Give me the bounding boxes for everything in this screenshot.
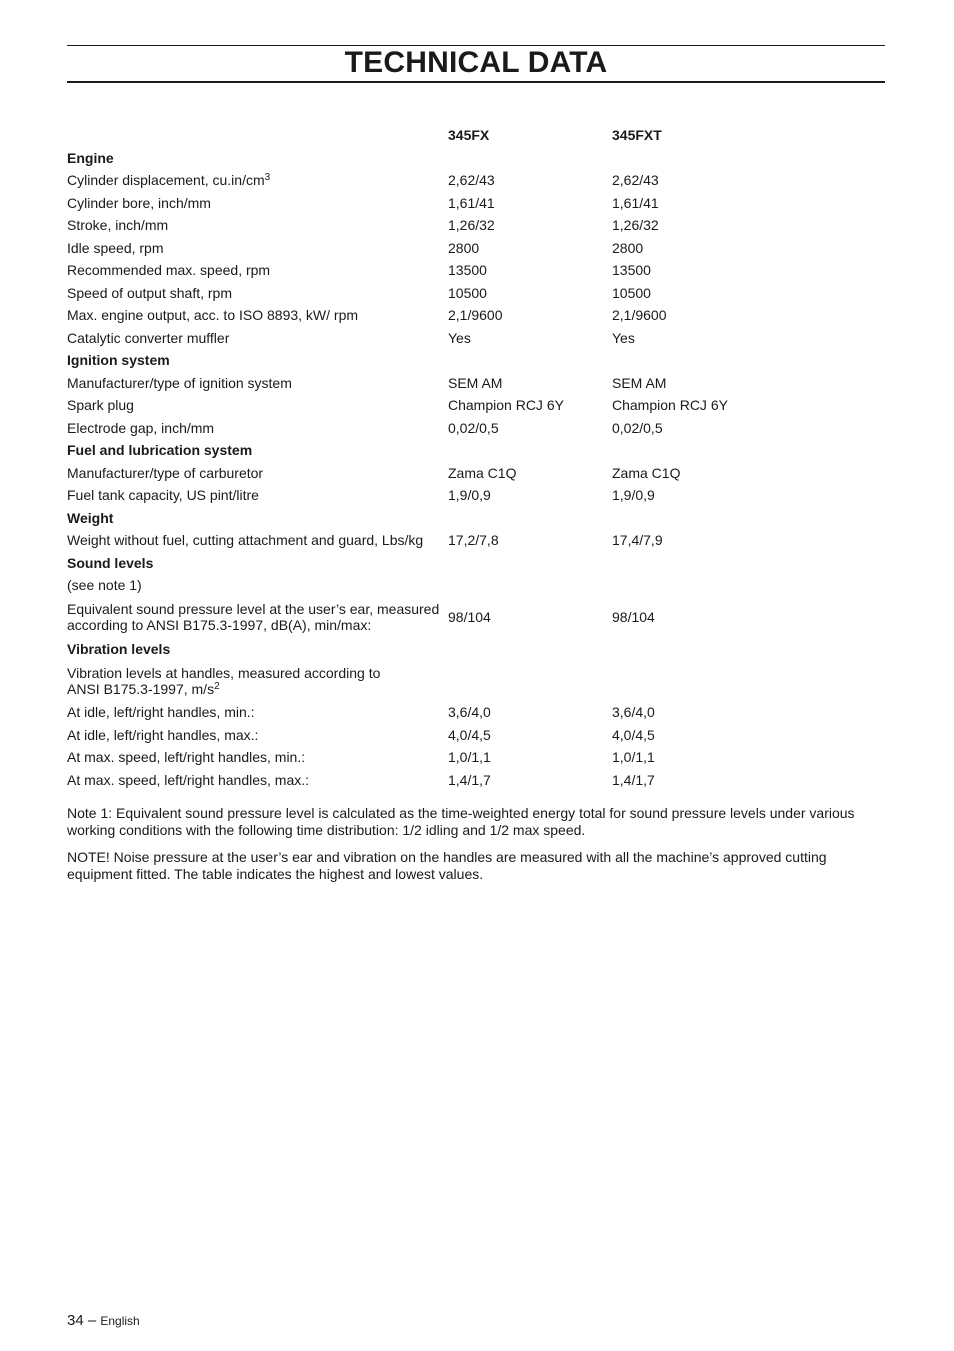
table-row (67, 214, 885, 237)
table-row (67, 282, 885, 305)
vibration-description: Vibration levels at handles, measured according to ANSI B175.3-1997, $m/s^2$ (67, 664, 381, 697)
value-345fx: Champion RCJ 6Y (448, 397, 564, 414)
section-heading: Engine (67, 149, 114, 166)
section-heading-vibration (67, 638, 885, 661)
value-345fxt: 10500 (612, 284, 651, 301)
table-row (67, 462, 885, 485)
value-345fx: SEM AM (448, 374, 503, 391)
table-row (67, 192, 885, 215)
value-345fxt: Champion RCJ 6Y (612, 397, 728, 414)
superscript: 2 (214, 680, 220, 692)
table-row (67, 169, 885, 192)
note-2-paragraph: NOTE! Noise pressure at the user’s ear and vibration on the handles are measured with all the machine’s approved cutting equipment fitted. The table indicates the highest and lowest values. (67, 849, 827, 882)
table-row (67, 237, 885, 260)
section-heading: Weight (67, 509, 114, 526)
section-heading-sound (67, 552, 885, 575)
table-row (67, 597, 885, 638)
row-label: Fuel tank capacity, US pint/litre (67, 487, 259, 504)
value-345fx: 2,62/43 (448, 172, 495, 189)
table-row (67, 259, 885, 282)
table-header-row (67, 124, 885, 147)
section-heading: Vibration levels (67, 640, 171, 657)
row-label: At max. speed, left/right handles, min.: (67, 749, 306, 766)
technical-data-table (67, 124, 885, 791)
table-row (67, 372, 885, 395)
row-label: Electrode gap, inch/mm (67, 419, 215, 436)
table-row (67, 660, 885, 701)
row-label: Recommended max. speed, rpm (67, 262, 271, 279)
row-label: Manufacturer/type of carburetor (67, 464, 264, 481)
row-label: Max. engine output, acc. to ISO 8893, kW/ rpm (67, 307, 359, 324)
value-345fx: 98/104 (448, 609, 491, 625)
value-345fx: 10500 (448, 284, 487, 301)
header-label-cell (67, 124, 448, 147)
table-row (67, 746, 885, 769)
value-345fxt: 1,4/1,7 (612, 771, 655, 788)
row-label: Stroke, inch/mm (67, 217, 169, 234)
page-number: 34 – (67, 1312, 97, 1329)
superscript: 3 (264, 172, 271, 184)
value-345fxt: Zama C1Q (612, 464, 681, 481)
value-345fx: 2,1/9600 (448, 307, 503, 324)
table-row (67, 701, 885, 724)
value-345fx: 1,9/0,9 (448, 487, 491, 504)
table-row (67, 304, 885, 327)
value-345fx: 3,6/4,0 (448, 704, 491, 721)
value-345fxt: 1,9/0,9 (612, 487, 655, 504)
value-345fx: Zama C1Q (448, 464, 517, 481)
section-heading: Ignition system (67, 352, 170, 369)
value-345fx: 1,4/1,7 (448, 771, 491, 788)
value-345fxt: Yes (612, 329, 635, 346)
table-row (67, 769, 885, 792)
row-label: Cylinder bore, inch/mm (67, 194, 211, 211)
note-1-paragraph: Note 1: Equivalent sound pressure level is calculated as the time-weighted energy total for sound pressure levels under various working conditions with the following time distribution: 1/2 idling and 1/2 max speed. (67, 805, 855, 838)
column-header-345fx: 345FX (448, 127, 490, 144)
table-row (67, 417, 885, 440)
row-label: Weight without fuel, cutting attachment and guard, Lbs/kg (67, 532, 424, 549)
row-label: Manufacturer/type of ignition system (67, 374, 292, 391)
row-label: At idle, left/right handles, min.: (67, 704, 255, 721)
value-345fx: 1,0/1,1 (448, 749, 491, 766)
value-345fx: 1,61/41 (448, 194, 495, 211)
row-label: Cylinder displacement, $cu.in/cm^3$ (67, 172, 271, 189)
footer-language: English (100, 1314, 140, 1328)
value-345fxt: 2,62/43 (612, 172, 659, 189)
value-345fxt: 13500 (612, 262, 651, 279)
value-345fxt: 4,0/4,5 (612, 726, 655, 743)
value-345fxt: 2,1/9600 (612, 307, 667, 324)
value-345fxt: 17,4/7,9 (612, 532, 663, 549)
page-title: TECHNICAL DATA (344, 46, 608, 79)
value-345fx: 17,2/7,8 (448, 532, 499, 549)
row-label: Catalytic converter muffler (67, 329, 230, 346)
value-345fxt: 1,0/1,1 (612, 749, 655, 766)
value-345fx: 13500 (448, 262, 487, 279)
row-label: Equivalent sound pressure level at the user’s ear, measured according to ANSI B175.3-1997, dB(A), min/max: (67, 601, 440, 633)
table-row (67, 724, 885, 747)
value-345fxt: 0,02/0,5 (612, 419, 663, 436)
column-header-345fxt: 345FXT (612, 127, 662, 144)
note-reference: (see note 1) (67, 577, 142, 594)
table-row (67, 484, 885, 507)
table-row (67, 394, 885, 417)
section-heading-engine (67, 147, 885, 170)
section-heading-fuel (67, 439, 885, 462)
table-row (67, 327, 885, 350)
row-label: At max. speed, left/right handles, max.: (67, 771, 310, 788)
value-345fx: 2800 (448, 239, 480, 256)
value-345fxt: 1,26/32 (612, 217, 659, 234)
value-345fx: 4,0/4,5 (448, 726, 491, 743)
section-heading: Sound levels (67, 554, 154, 571)
value-345fxt: 2800 (612, 239, 644, 256)
value-345fxt: 3,6/4,0 (612, 704, 655, 721)
value-345fxt: SEM AM (612, 374, 667, 391)
value-345fx: 0,02/0,5 (448, 419, 499, 436)
row-label: Idle speed, rpm (67, 239, 164, 256)
table-row (67, 529, 885, 552)
title-bottom-rule (67, 81, 885, 83)
section-heading-ignition (67, 349, 885, 372)
page-footer (67, 1312, 140, 1330)
value-345fx: 1,26/32 (448, 217, 495, 234)
section-heading-weight (67, 507, 885, 530)
row-label: At idle, left/right handles, max.: (67, 726, 259, 743)
row-label: Spark plug (67, 397, 134, 414)
section-heading: Fuel and lubrication system (67, 442, 253, 459)
value-345fxt: 1,61/41 (612, 194, 659, 211)
value-345fx: Yes (448, 329, 471, 346)
table-row (67, 574, 885, 597)
row-label: Speed of output shaft, rpm (67, 284, 232, 301)
value-345fxt: 98/104 (612, 609, 655, 625)
